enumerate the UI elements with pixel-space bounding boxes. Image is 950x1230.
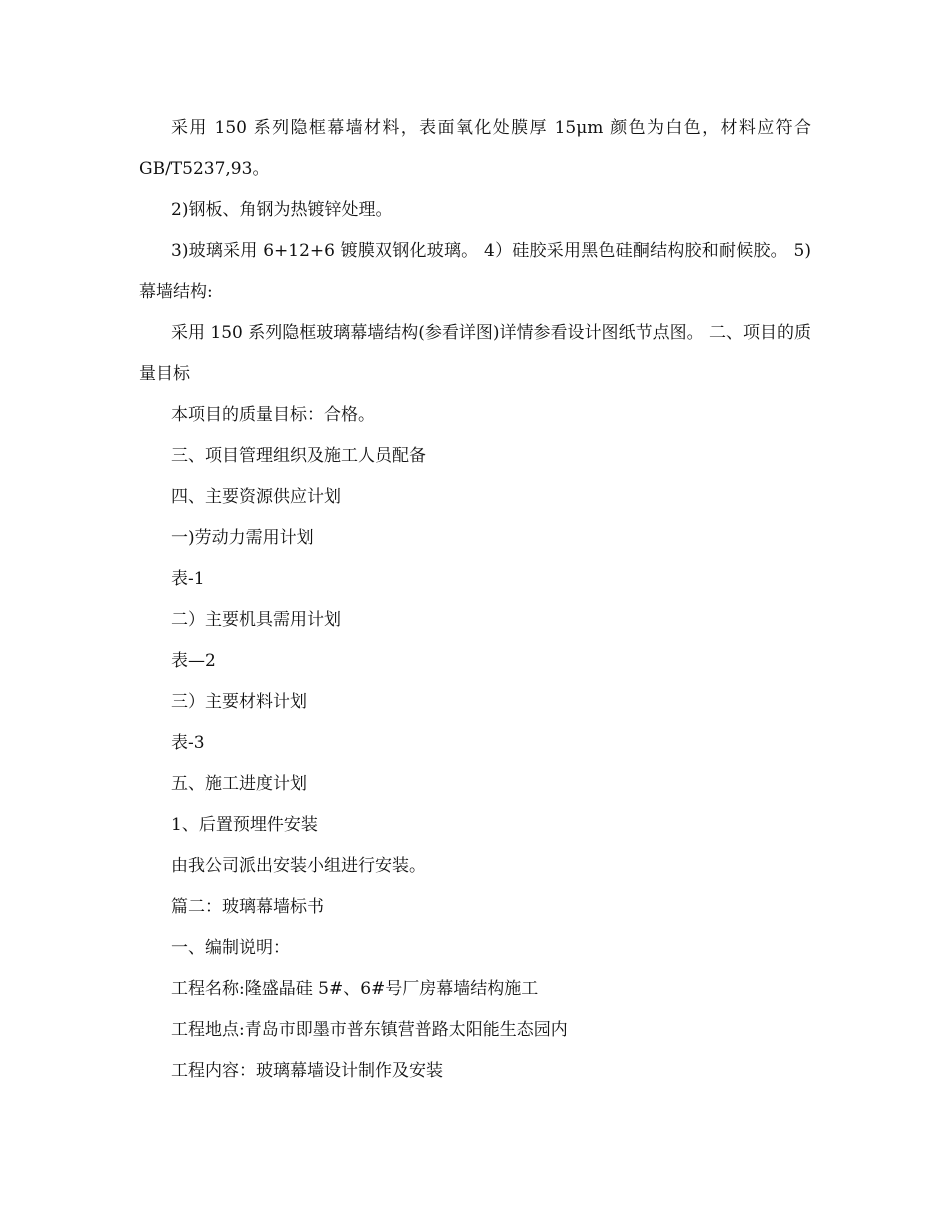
table-reference: 表-1	[171, 569, 205, 589]
subsection-heading: 二）主要机具需用计划	[171, 610, 341, 630]
section-heading: 一、编制说明：	[171, 938, 290, 958]
section-heading: 四、主要资源供应计划	[171, 487, 341, 507]
paragraph: 本项目的质量目标：合格。	[171, 405, 375, 425]
paragraph: 由我公司派出安装小组进行安装。	[171, 856, 426, 876]
document-body	[139, 108, 811, 1092]
subsection-heading: 1、后置预埋件安装	[171, 815, 318, 835]
table-reference: 表-3	[171, 733, 205, 753]
project-name: 工程名称:隆盛晶硅 5#、6#号厂房幕墙结构施工	[171, 979, 539, 999]
paragraph: 采用 150 系列隐框玻璃幕墙结构(参看详图)详情参看设计图纸节点图。 二、项目的质量目标	[139, 323, 811, 384]
paragraph: 2)钢板、角钢为热镀锌处理。	[171, 200, 393, 220]
chapter-heading: 篇二：玻璃幕墙标书	[171, 897, 324, 917]
paragraph: 采用 150 系列隐框幕墙材料，表面氧化处膜厚 15μm 颜色为白色，材料应符合GB/T5237,93。	[139, 118, 811, 179]
table-reference: 表—2	[171, 651, 216, 671]
subsection-heading: 三）主要材料计划	[171, 692, 307, 712]
project-content: 工程内容：玻璃幕墙设计制作及安装	[171, 1061, 443, 1081]
project-location: 工程地点:青岛市即墨市普东镇营普路太阳能生态园内	[171, 1020, 568, 1040]
section-heading: 三、项目管理组织及施工人员配备	[171, 446, 426, 466]
paragraph: 3)玻璃采用 6+12+6 镀膜双钢化玻璃。 4）硅胶采用黑色硅酮结构胶和耐候胶。 5)幕墙结构:	[139, 241, 811, 302]
subsection-heading: 一)劳动力需用计划	[171, 528, 314, 548]
section-heading: 五、施工进度计划	[171, 774, 307, 794]
